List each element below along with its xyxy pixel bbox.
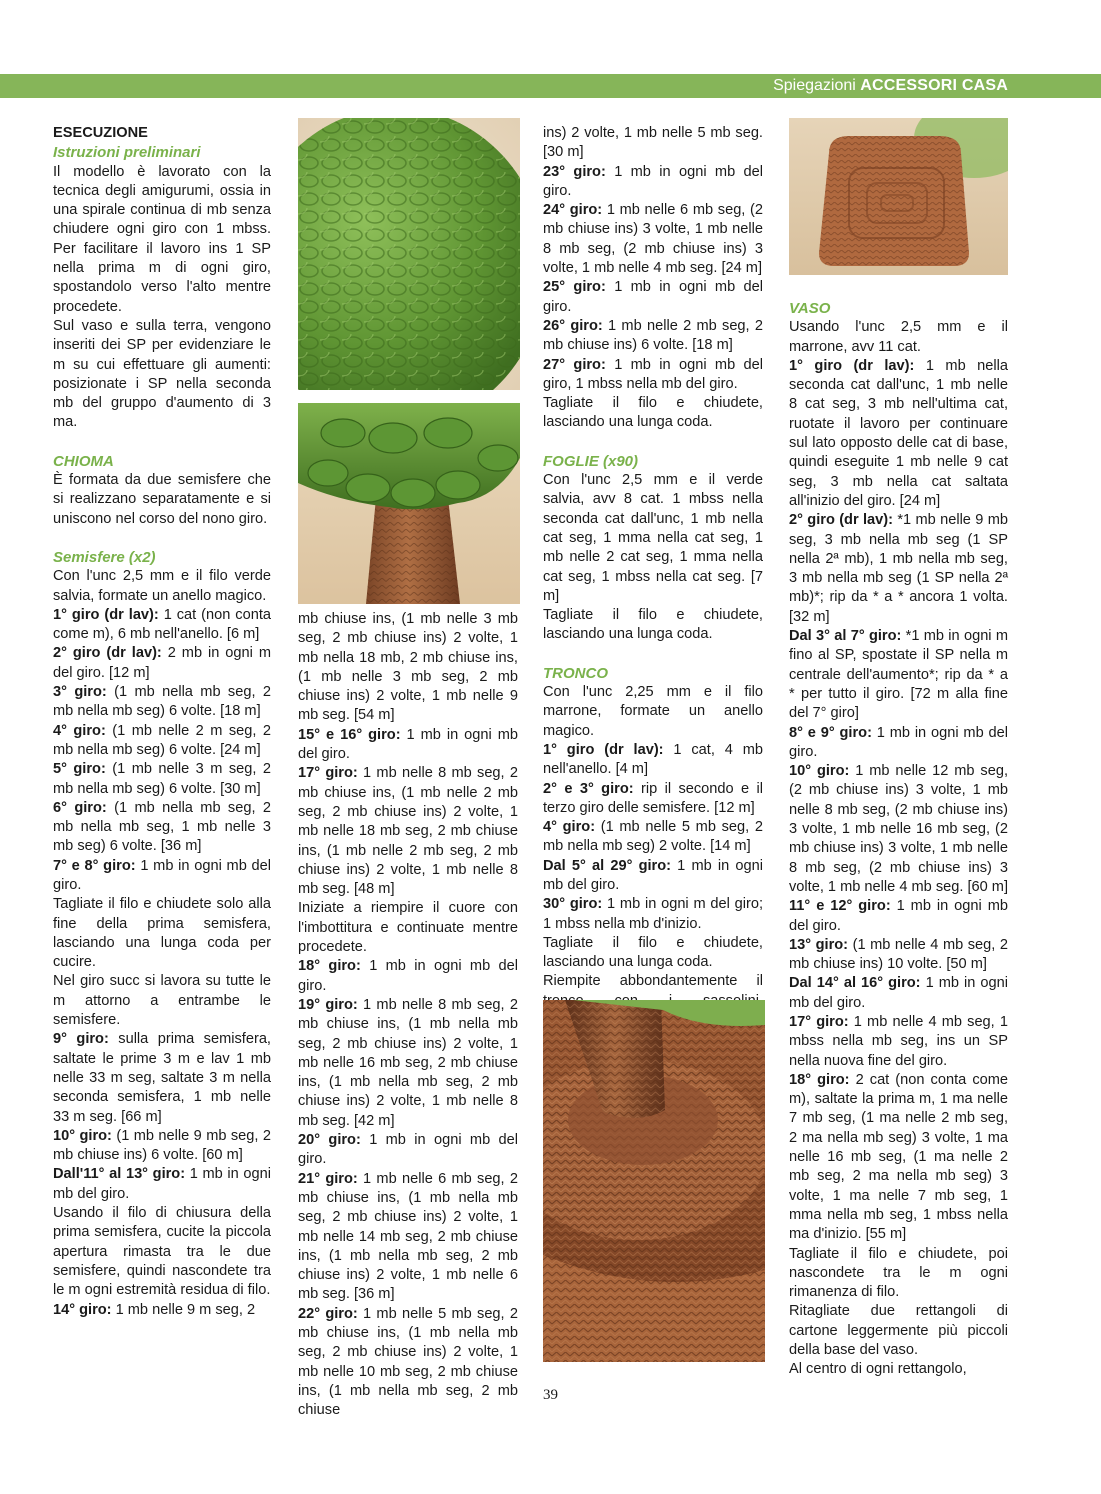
photo-pot (789, 118, 1008, 275)
row-instruction: Dall'11° al 13° giro: 1 mb in ogni mb del giro. (53, 1166, 271, 1202)
page-number: 39 (543, 1387, 558, 1403)
row-instruction: 4° giro: (1 mb nelle 5 mb seg, 2 mb nella mb seg) 2 volte. [14 m] (543, 819, 763, 855)
paragraph: Al centro di ogni rettangolo, (789, 1361, 967, 1378)
paragraph: Usando il filo di chiusura della prima semisfera, cucite la piccola apertura rimasta tra le due semisfere, quindi nascondete tra le m ogni estremità residua di filo. (53, 1205, 271, 1299)
row-instruction: 8° e 9° giro: 1 mb in ogni mb del giro. (789, 724, 1008, 760)
photo-tree-crown (298, 118, 520, 390)
paragraph: Tagliate il filo e chiudete, poi nascondete tra le m ogni rimanenza di filo. (789, 1245, 1008, 1301)
column-2 (298, 610, 518, 1420)
row-instruction: 14° giro: 1 mb nelle 9 m seg, 2 (53, 1301, 256, 1318)
paragraph: mb chiuse ins, (1 mb nelle 3 mb seg, 2 mb chiuse ins) 2 volte, 1 mb nella 18 mb, 2 mb chiuse ins, (1 mb nelle 3 mb seg, 2 mb chiuse ins) 2 volte, 1 mb nelle 9 mb seg. [54 m] (298, 611, 518, 724)
row-instruction: 17° giro: 1 mb nelle 8 mb seg, 2 mb chiuse ins, (1 mb nelle 2 mb seg, 2 mb chiuse ins) 2 volte, 1 mb nelle 18 mb seg, 2 mb chiuse ins, (1 mb nelle 2 mb seg, 2 mb chiuse ins) 2 volte, 1 mb nelle 8 mb seg. [48 m] (298, 765, 518, 898)
row-instruction: 30° giro: 1 mb in ogni m del giro; 1 mbss nella mb d'inizio. (543, 896, 763, 932)
row-instruction: Dal 3° al 7° giro: *1 mb in ogni m fino al SP, spostate il SP nella m centrale dell'aumento*; rip da * a * per tutto il giro. [72 m alla fine del 7° giro] (789, 628, 1008, 722)
column-3 (543, 124, 763, 1050)
section-title: ACCESSORI CASA (860, 77, 1008, 94)
row-instruction: 24° giro: 1 mb nelle 6 mb seg, (2 mb chiuse ins) 3 volte, 1 mb nelle 8 mb seg, (2 mb chiuse ins) 3 volte, 1 mb nelle 4 mb seg. [24 m] (543, 202, 764, 277)
paragraph: Con l'unc 2,5 mm e il filo verde salvia, formate un anello magico. (53, 568, 271, 604)
paragraph: Ritagliate due rettangoli di cartone leggermente più piccoli della base del vaso. (789, 1303, 1008, 1359)
row-instruction: 26° giro: 1 mb nelle 2 mb seg, 2 mb chiuse ins) 6 volte. [18 m] (543, 317, 763, 354)
row-instruction: 23° giro: 1 mb in ogni mb del giro. (543, 163, 763, 199)
paragraph: Usando l'unc 2,5 mm e il marrone, avv 11 cat. (789, 319, 1008, 355)
section-label: Spiegazioni (773, 77, 856, 94)
row-instruction: 19° giro: 1 mb nelle 8 mb seg, 2 mb chiuse ins, (1 mb nella mb seg, 2 mb chiuse ins) 2 volte, 1 mb nelle 16 mb seg, 2 mb chiuse ins, (1 mb nella mb seg, 2 mb chiuse ins) 2 volte, 1 mb nelle 8 mb seg. [42 m] (298, 996, 518, 1129)
row-instruction: 1° giro (dr lav): 1 cat (non conta come m), 6 mb nell'anello. [6 m] (53, 606, 272, 643)
row-instruction: 2° e 3° giro: rip il secondo e il terzo giro delle semisfere. [12 m] (543, 780, 763, 816)
row-instruction: 25° giro: 1 mb in ogni mb del giro. (543, 279, 763, 315)
row-instruction: 22° giro: 1 mb nelle 5 mb seg, 2 mb chiuse ins, (1 mb nella mb seg, 2 mb chiuse ins) 2 volte, 1 mb nelle 10 mb seg, 2 mb chiuse ins, (1 mb nella mb seg, 2 mb chiuse (298, 1305, 518, 1419)
paragraph: Sul vaso e sulla terra, vengono inseriti dei SP per evidenziare le m su cui effettuare gli aumenti: posizionate i SP nella seconda mb del gruppo d'aumento di 3 ma. (53, 317, 271, 431)
heading-chioma: CHIOMA (53, 452, 114, 470)
row-instruction: 11° e 12° giro: 1 mb in ogni mb del giro. (789, 898, 1008, 934)
row-instruction: 21° giro: 1 mb nelle 6 mb seg, 2 mb chiuse ins, (1 mb nella mb seg, 2 mb chiuse ins) 2 volte, 1 mb nelle 14 mb seg, 2 mb chiuse ins, (1 mb nella mb seg, 2 mb chiuse ins) 2 volte, 1 mb nelle 6 mb seg. [36 m] (298, 1170, 518, 1303)
heading-esecuzione: ESECUZIONE (53, 125, 148, 141)
paragraph: Tagliate il filo e chiudete, lasciando una lunga coda. (543, 934, 763, 971)
heading-semisfere: Semisfere (x2) (53, 548, 156, 566)
row-instruction: 6° giro: (1 mb nella mb seg, 2 mb nella mb seg, 1 mb nelle 3 mb seg) 6 volte. [36 m] (53, 799, 271, 855)
photo-pot-base (543, 1000, 765, 1362)
paragraph: È formata da due semisfere che si realizzano separatamente e si uniscono nel corso del nono giro. (53, 472, 271, 527)
row-instruction: 5° giro: (1 mb nelle 3 m seg, 2 mb nella mb seg) 6 volte. [30 m] (53, 761, 271, 797)
row-instruction: 15° e 16° giro: 1 mb in ogni mb del giro. (298, 726, 519, 763)
heading-vaso: VASO (789, 300, 831, 317)
paragraph: Con l'unc 2,5 mm e il verde salvia, avv 8 cat. 1 mbss nella seconda cat dall'unc, 1 mb nella cat seg, 1 mma nella cat seg, 1 mb nelle 2 cat seg, 1 mma nella cat seg, 1 mbss nella cat seg. [7 m] (543, 472, 763, 604)
paragraph: Tagliate il filo e chiudete, lasciando una lunga coda. (543, 607, 763, 643)
row-instruction: 7° e 8° giro: 1 mb in ogni mb del giro. (53, 857, 272, 893)
row-instruction: 20° giro: 1 mb in ogni mb del giro. (298, 1132, 518, 1168)
row-instruction: 10° giro: 1 mb nelle 12 mb seg, (2 mb chiuse ins) 3 volte, 1 mb nelle 8 mb seg, (2 mb chiuse ins) 3 volte, 1 mb nelle 16 mb seg, (2 mb chiuse ins) 3 volte, 1 mb nelle 8 mb seg, (2 mb chiuse ins) 3 volte, 1 mb nelle 4 mb seg. [60 m] (789, 763, 1009, 895)
row-instruction: 4° giro: (1 mb nelle 2 m seg, 2 mb nella mb seg) 6 volte. [24 m] (53, 722, 271, 758)
photo-tree-trunk (298, 403, 520, 604)
column-4 (789, 299, 1008, 1380)
row-instruction: 2° giro (dr lav): *1 mb nelle 9 mb seg, 3 mb nella mb seg (1 SP nella 2ª mb), 1 mb nella mb seg, 3 mb nella mb seg (1 SP nella 2ª mb)*; rip da * a * ancora 1 volta. [32 m] (789, 512, 1008, 625)
row-instruction: 1° giro (dr lav): 1 cat, 4 mb nell'anello. [4 m] (543, 741, 763, 778)
section-header (773, 75, 1008, 97)
row-instruction: 18° giro: 2 cat (non conta come m), saltate la prima m, 1 ma nelle 7 mb seg, (1 ma nelle 2 mb seg, 2 ma nella mb seg) 3 volte, 1 ma nelle 16 mb seg, (1 ma nelle 2 mb seg, 2 ma nella mb seg) 3 volte, 1 ma nelle 7 mb seg, 1 mma nella mb seg, 1 mbss nella ma d'inizio. [55 m] (789, 1071, 1008, 1243)
heading-foglie: FOGLIE (x90) (543, 452, 639, 470)
paragraph: ins) 2 volte, 1 mb nelle 5 mb seg. [30 m] (543, 125, 763, 161)
row-instruction: Dal 14° al 16° giro: 1 mb in ogni mb del giro. (789, 975, 1008, 1011)
row-instruction: 18° giro: 1 mb in ogni mb del giro. (298, 958, 518, 994)
heading-istruzioni: Istruzioni preliminari (53, 144, 201, 162)
paragraph: Tagliate il filo e chiudete solo alla fine della prima semisfera, lasciando una lunga coda per cucire. (53, 896, 271, 971)
row-instruction: 17° giro: 1 mb nelle 4 mb seg, 1 mbss nella mb seg, ins un SP nella nuova fine del giro. (789, 1013, 1008, 1069)
row-instruction: Dal 5° al 29° giro: 1 mb in ogni mb del giro. (543, 857, 764, 893)
paragraph: Riempite abbondantemente il (543, 973, 763, 990)
paragraph: Tagliate il filo e chiudete, lasciando una lunga coda. (543, 395, 763, 431)
column-1 (53, 124, 271, 1320)
paragraph: Con l'unc 2,25 mm e il filo marrone, formate un anello magico. (543, 684, 763, 739)
heading-tronco: TRONCO (543, 664, 608, 682)
row-instruction: 3° giro: (1 mb nella mb seg, 2 mb nella mb seg) 6 volte. [18 m] (53, 684, 271, 720)
row-instruction: 10° giro: (1 mb nelle 9 mb seg, 2 mb chiuse ins) 6 volte. [60 m] (53, 1127, 272, 1164)
row-instruction: 1° giro (dr lav): 1 mb nella seconda cat dall'unc, 1 mb nelle 8 cat seg, 3 mb nell'ultima cat, ruotate il lavoro per continuare sul lato opposto delle cat di base, quindi eseguite 1 mb nelle 9 cat seg, 3 mb nella cat saltata all'inizio del giro. [24 m] (789, 357, 1008, 509)
row-instruction: 9° giro: sulla prima semisfera, saltate le prime 3 m e lav 1 mb nelle 33 m seg, saltate 3 m nella seconda semisfera, 1 mb nelle 33 m seg. [66 m] (53, 1031, 271, 1125)
paragraph: Iniziate a riempire il cuore con l'imbottitura e continuate mentre procedete. (298, 900, 518, 956)
row-instruction: 27° giro: 1 mb in ogni mb del giro, 1 mbss nella mb del giro. (543, 356, 763, 392)
row-instruction: 13° giro: (1 mb nelle 4 mb seg, 2 mb chiuse ins) 10 volte. [50 m] (789, 936, 1009, 973)
row-instruction: 2° giro (dr lav): 2 mb in ogni m del giro. [12 m] (53, 645, 271, 681)
paragraph: Nel giro succ si lavora su tutte le m attorno a entrambe le semisfere. (53, 973, 271, 1029)
paragraph: Il modello è lavorato con la tecnica degli amigurumi, ossia in una spirale continua di mb senza chiudere ogni giro con 1 mbss. Per facilitare il lavoro ins 1 SP nella prima m di ogni giro, spostandolo verso l'alto mentre procedete. (53, 163, 271, 315)
